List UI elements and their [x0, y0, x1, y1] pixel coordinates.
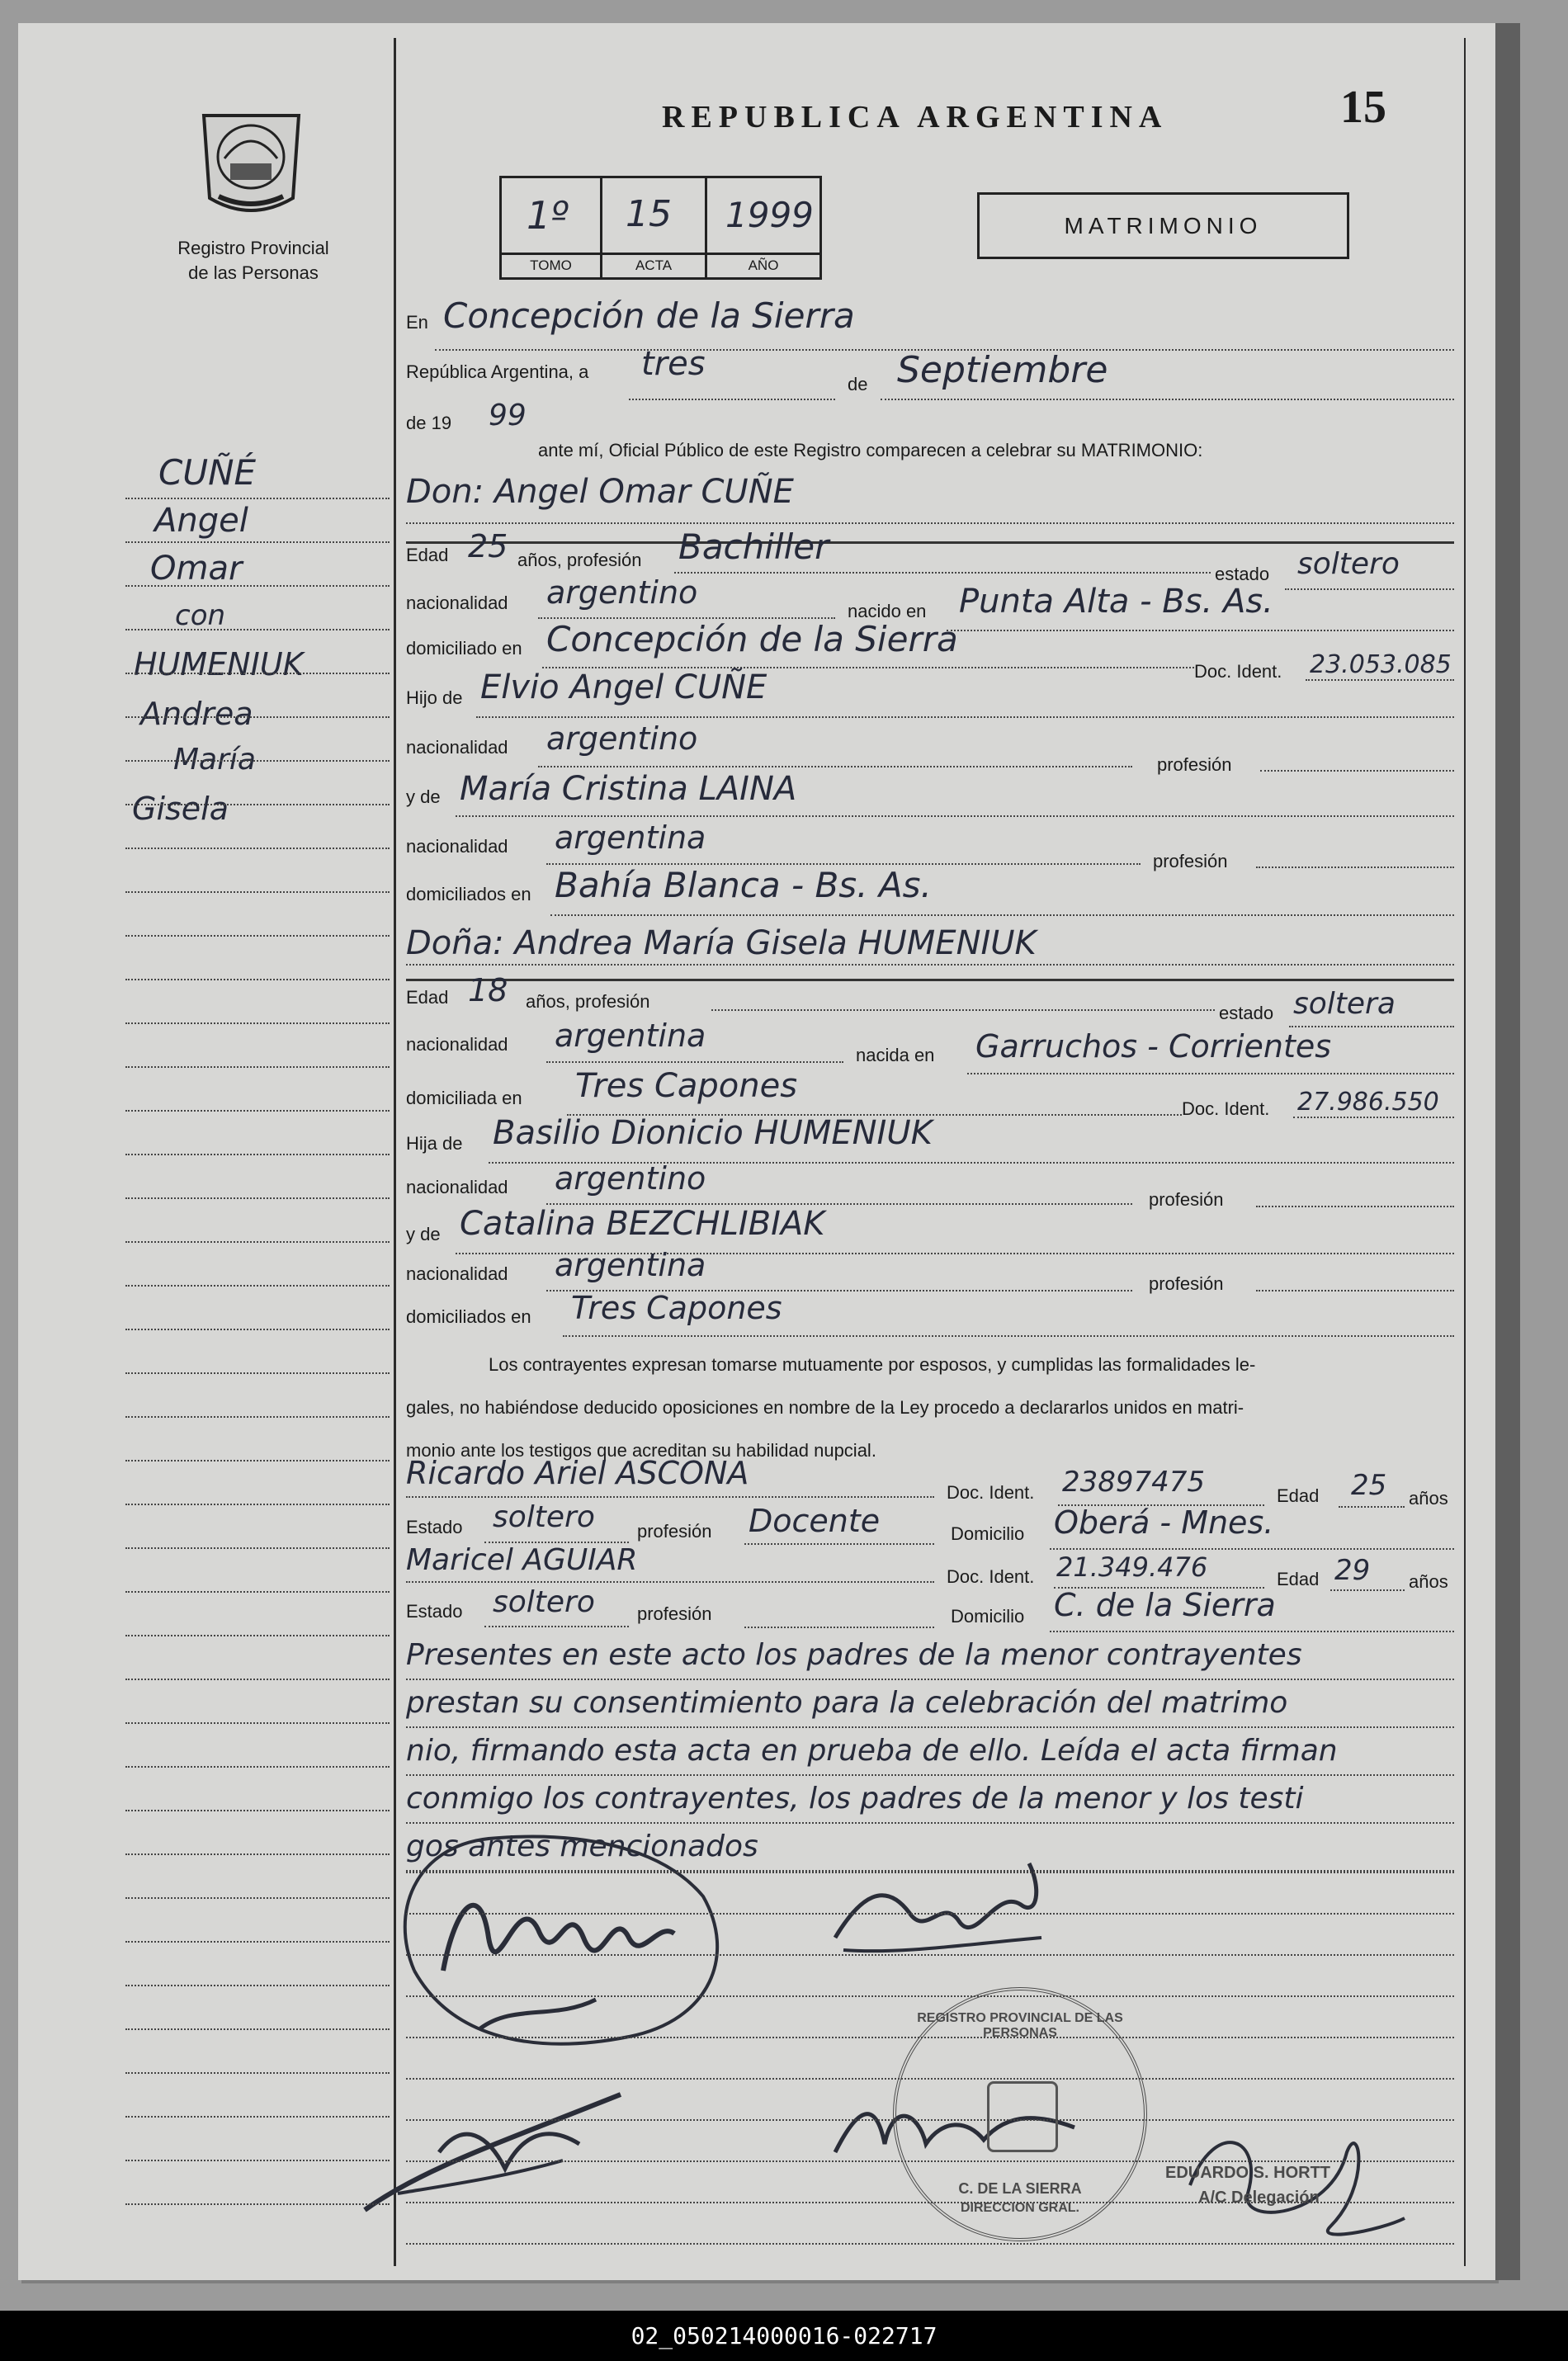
- groom-signature: [365, 1814, 744, 2061]
- bride-edad: 18: [468, 972, 508, 1008]
- margin-name-1: CUÑÉ: [158, 452, 257, 493]
- bride-estado-label: estado: [1219, 1003, 1274, 1023]
- intro-text: ante mí, Oficial Público de este Registro comparecen a celebrar su MATRIMONIO:: [538, 440, 1203, 460]
- margin-name-3: Omar: [150, 550, 243, 588]
- de-label: de: [848, 374, 868, 394]
- blank-line: [406, 2037, 1454, 2038]
- groom-nacionalidad: argentino: [546, 574, 698, 611]
- margin-line: [125, 1285, 390, 1287]
- groom-nac-label: nacionalidad: [406, 593, 508, 613]
- page-edge-shadow: [1495, 23, 1520, 2280]
- bride-edad-label: Edad: [406, 987, 449, 1008]
- groom-parents-dom-label: domiciliados en: [406, 884, 531, 904]
- margin-line: [125, 1941, 390, 1943]
- margin-line: [125, 1635, 390, 1636]
- witness2-doc: 21.349.476: [1056, 1551, 1208, 1583]
- witness1-edad-label: Edad: [1277, 1485, 1320, 1506]
- witness1-anos-label: años: [1409, 1488, 1448, 1509]
- bride-nacida: Garruchos - Corrientes: [975, 1028, 1332, 1065]
- witness2-estado-label: Estado: [406, 1601, 463, 1622]
- seal-text-1: REGISTRO PROVINCIAL DE LAS PERSONAS: [917, 2011, 1123, 2040]
- witness1-domic-label: Domicilio: [951, 1523, 1025, 1544]
- margin-line: [125, 1416, 390, 1418]
- groom-mother-nac: argentina: [555, 819, 706, 856]
- bride-name: Doña: Andrea María Gisela HUMENIUK: [406, 924, 1037, 962]
- right-border: [1464, 38, 1466, 2266]
- margin-line: [125, 848, 390, 849]
- registry-name: Registro Provincial de las Personas: [177, 238, 329, 283]
- officer-stamp: EDUARDO S. HORTT A/C Delegación: [1165, 2164, 1330, 2207]
- groom-parents-dom: Bahía Blanca - Bs. As.: [555, 865, 932, 905]
- margin-line: [125, 979, 390, 980]
- margin-line: [125, 2160, 390, 2161]
- margin-line: [125, 1110, 390, 1112]
- groom-domicilio: Concepción de la Sierra: [546, 619, 958, 659]
- margin-line: [125, 1241, 390, 1243]
- bride-parents-dom: Tres Capones: [571, 1290, 782, 1326]
- image-id-footer: 02_050214000016-022717: [0, 2311, 1568, 2361]
- page-number: 15: [1340, 82, 1386, 133]
- margin-line: [125, 629, 390, 630]
- witness1-estado: soltero: [493, 1500, 595, 1534]
- tomo-cell: [502, 178, 602, 277]
- blank-line: [406, 1872, 1454, 1873]
- margin-line: [125, 585, 390, 587]
- bride-parents-dom-label: domiciliados en: [406, 1306, 531, 1327]
- en-label: En: [406, 312, 428, 333]
- hijo-label: Hijo de: [406, 687, 463, 708]
- bride-father-nac: argentino: [555, 1160, 706, 1197]
- margin-line: [125, 2072, 390, 2074]
- margin-line: [125, 1329, 390, 1330]
- margin-line: [125, 1372, 390, 1374]
- bride-nacida-label: nacida en: [856, 1045, 935, 1065]
- ano-value: 1999: [725, 195, 814, 235]
- witness2-doc-label: Doc. Ident.: [947, 1566, 1035, 1587]
- month: Septiembre: [897, 349, 1108, 391]
- witness1-prof-label: profesión: [637, 1521, 712, 1542]
- witness2-edad: 29: [1334, 1554, 1371, 1587]
- acta-value: 15: [626, 193, 672, 235]
- year-suffix: 99: [489, 399, 527, 432]
- bride-yde-label: y de: [406, 1224, 441, 1244]
- margin-name-8: Gisela: [132, 791, 229, 827]
- groom-father-nac: argentino: [546, 720, 698, 757]
- margin-line: [125, 760, 390, 762]
- act-type: MATRIMONIO: [1064, 213, 1263, 238]
- margin-line: [125, 716, 390, 718]
- witness1-doc: 23897475: [1062, 1466, 1206, 1499]
- bride-domicilio: Tres Capones: [575, 1067, 798, 1105]
- bride-father: Basilio Dionicio HUMENIUK: [493, 1114, 933, 1152]
- act-type-box: [977, 192, 1349, 259]
- hija-label: Hija de: [406, 1133, 463, 1154]
- witness2-estado: soltero: [493, 1585, 595, 1619]
- bride-signature: [348, 2045, 695, 2235]
- bride-doc-label: Doc. Ident.: [1182, 1098, 1270, 1119]
- margin-name-4: con: [175, 599, 226, 632]
- witness2-prof-label: profesión: [637, 1603, 712, 1624]
- bride-nac-label: nacionalidad: [406, 1034, 508, 1055]
- bride-mother: Catalina BEZCHLIBIAK: [460, 1205, 825, 1243]
- margin-name-2: Angel: [154, 502, 248, 540]
- margin-name-7: María: [173, 743, 256, 777]
- bride-mother-prof-label: profesión: [1149, 1273, 1224, 1294]
- record-box: [499, 176, 822, 280]
- blank-line: [406, 1995, 1454, 1997]
- blank-line: [406, 1954, 1454, 1956]
- blank-line: [406, 2202, 1454, 2203]
- witness2-name: Maricel AGUIAR: [406, 1543, 638, 1577]
- margin-line: [125, 1022, 390, 1024]
- groom-domic-label: domiciliado en: [406, 638, 522, 659]
- margin-line: [125, 1197, 390, 1199]
- groom-estado-label: estado: [1215, 564, 1270, 584]
- groom-anos-label: años, profesión: [517, 550, 642, 570]
- witness2-domic-label: Domicilio: [951, 1606, 1025, 1627]
- margin-line: [125, 1897, 390, 1899]
- acta-cell: [602, 178, 707, 277]
- registry-emblem: [196, 99, 307, 223]
- witness1-signature: [819, 1847, 1066, 1971]
- margin-line: [125, 1810, 390, 1811]
- witness1-domicilio: Oberá - Mnes.: [1054, 1504, 1274, 1541]
- bride-doc: 27.986.550: [1297, 1088, 1439, 1117]
- groom-mother-prof-label: profesión: [1153, 851, 1228, 871]
- groom-profesion: Bachiller: [678, 527, 829, 567]
- handwritten-note: Presentes en este acto los padres de la menor contrayentes prestan su consentimiento para la celebración del matrimo nio, firmando esta acta en prueba de ello. Leída el acta firman conmigo los contrayentes, los padres de la menor y los testi gos antes mencionados: [406, 1632, 1454, 1872]
- groom-nacido-label: nacido en: [848, 601, 927, 621]
- margin-line: [125, 1066, 390, 1068]
- groom-name: Don: Angel Omar CUÑE: [406, 473, 794, 511]
- margin-line: [125, 541, 390, 543]
- witness2-domicilio: C. de la Sierra: [1054, 1587, 1276, 1623]
- groom-father: Elvio Angel CUÑE: [480, 668, 767, 706]
- declaration-text: Los contrayentes expresan tomarse mutuamente por esposos, y cumplidas las formalidades le- gales, no habiéndose deducido oposiciones en nombre de la Ley procedo a declararlos unidos en matri- monio ante los testigos que acreditan su habilidad nupcial.: [406, 1354, 1256, 1461]
- place: Concepción de la Sierra: [443, 295, 855, 336]
- bride-domic-label: domiciliada en: [406, 1088, 522, 1108]
- witness2-edad-label: Edad: [1277, 1569, 1320, 1589]
- margin-line: [125, 498, 390, 499]
- blank-line: [406, 2243, 1454, 2245]
- tomo-value: 1º: [527, 193, 569, 238]
- blank-line: [406, 2160, 1454, 2162]
- seal-text-3: DIRECCION GRAL.: [961, 2201, 1079, 2215]
- document-page: [18, 23, 1495, 2280]
- margin-line: [125, 2028, 390, 2030]
- margin-line: [125, 1853, 390, 1855]
- groom-nacido: Punta Alta - Bs. As.: [959, 583, 1273, 621]
- margin-line: [125, 1722, 390, 1724]
- margin-line: [125, 673, 390, 674]
- margin-line: [125, 1154, 390, 1155]
- ano-cell: [707, 178, 819, 277]
- groom-father-prof-label: profesión: [1157, 754, 1232, 775]
- witness1-profesion: Docente: [749, 1503, 881, 1539]
- bride-estado: soltera: [1293, 987, 1396, 1021]
- ano-label: AÑO: [707, 253, 819, 274]
- bride-anos-label: años, profesión: [526, 991, 650, 1012]
- yde-label: y de: [406, 786, 441, 807]
- country-title: REPUBLICA ARGENTINA: [662, 100, 1169, 135]
- groom-mother-nac-label: nacionalidad: [406, 836, 508, 857]
- day: tres: [641, 345, 706, 383]
- witness1-edad: 25: [1351, 1469, 1387, 1502]
- groom-edad-label: Edad: [406, 545, 449, 565]
- margin-name-5: HUMENIUK: [134, 646, 304, 682]
- margin-line: [125, 2116, 390, 2118]
- seal-text-2: C. DE LA SIERRA: [958, 2180, 1082, 2197]
- witness1-doc-label: Doc. Ident.: [947, 1482, 1035, 1503]
- bride-father-nac-label: nacionalidad: [406, 1177, 508, 1197]
- margin-line: [125, 1504, 390, 1505]
- republica-label: República Argentina, a: [406, 361, 589, 382]
- witness1-name: Ricardo Ariel ASCONA: [406, 1455, 749, 1491]
- margin-line: [125, 891, 390, 893]
- groom-mother: María Cristina LAINA: [460, 770, 797, 808]
- bride-father-prof-label: profesión: [1149, 1189, 1224, 1210]
- blank-line: [406, 2119, 1454, 2121]
- margin-line: [125, 2203, 390, 2205]
- margin-line: [125, 1591, 390, 1593]
- blank-line: [406, 2078, 1454, 2080]
- margin-line: [125, 1460, 390, 1461]
- blank-line: [406, 1913, 1454, 1915]
- bride-nacionalidad: argentina: [555, 1018, 706, 1054]
- seal-emblem-icon: [987, 2081, 1058, 2152]
- tomo-label: TOMO: [502, 253, 600, 274]
- groom-edad: 25: [468, 528, 508, 564]
- year-prefix: de 19: [406, 413, 452, 433]
- groom-doc-label: Doc. Ident.: [1194, 661, 1282, 682]
- bride-mother-nac: argentina: [555, 1247, 706, 1283]
- groom-estado: soltero: [1297, 547, 1400, 581]
- bride-mother-nac-label: nacionalidad: [406, 1263, 508, 1284]
- acta-label: ACTA: [602, 253, 705, 274]
- margin-line: [125, 1766, 390, 1768]
- margin-line: [125, 935, 390, 937]
- witness1-estado-label: Estado: [406, 1517, 463, 1537]
- groom-doc: 23.053.085: [1310, 650, 1452, 679]
- margin-line: [125, 804, 390, 805]
- margin-line: [125, 1985, 390, 1986]
- witness2-anos-label: años: [1409, 1571, 1448, 1592]
- margin-line: [125, 1679, 390, 1680]
- margin-name-6: Andrea: [140, 696, 253, 732]
- margin-line: [125, 1547, 390, 1549]
- groom-father-nac-label: nacionalidad: [406, 737, 508, 758]
